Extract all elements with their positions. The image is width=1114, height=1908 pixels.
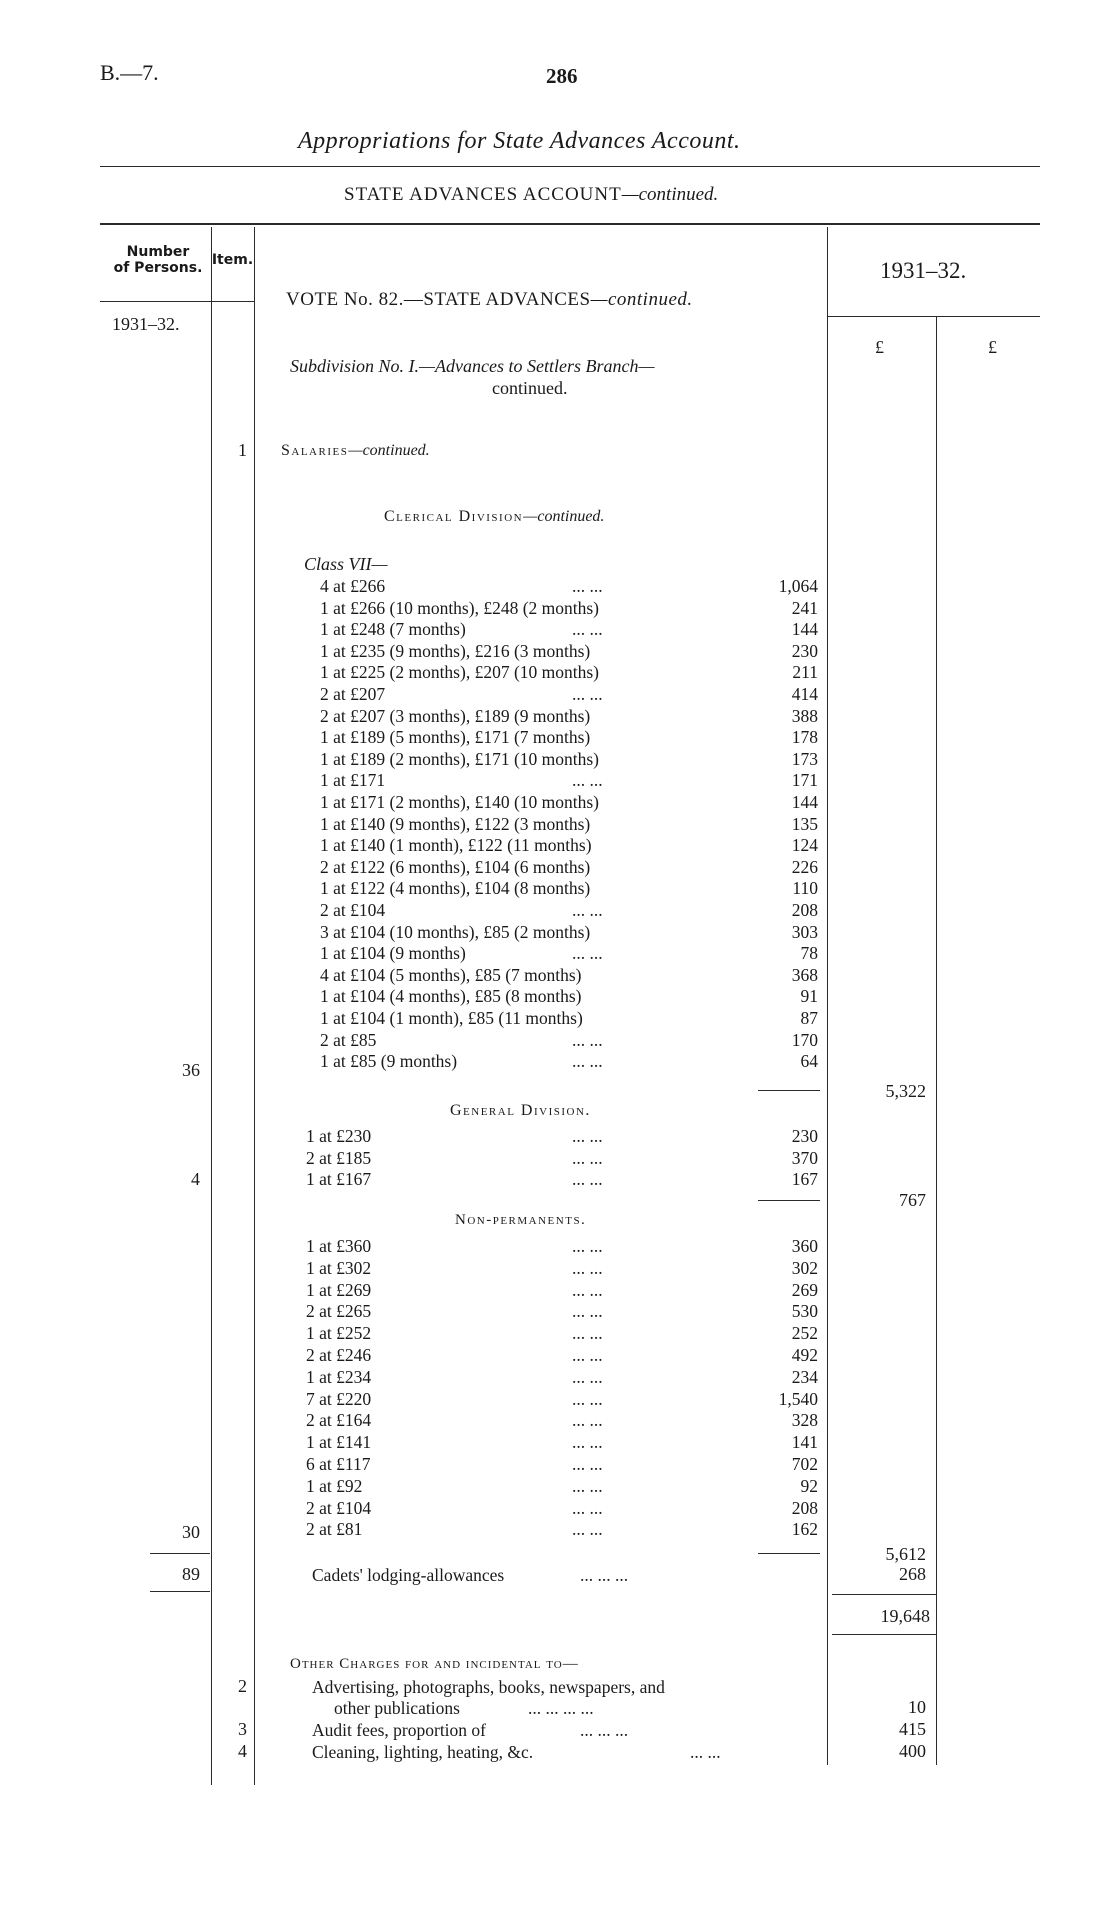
line-item-text: 2 at £207 (3 months), £189 (9 months): [320, 705, 591, 726]
general-heading: General Division.: [450, 1102, 591, 1119]
line-item-leader-dots: ... ...: [572, 1388, 603, 1409]
nonperm-persons: 30: [182, 1522, 200, 1542]
subdivision-heading: Subdivision No. I.—Advances to Settlers Branch—: [290, 356, 655, 376]
line-item-leader-dots: ... ...: [572, 770, 603, 791]
line-item-amount: 414: [791, 684, 818, 704]
clerical-subtotal-rule: [758, 1090, 820, 1091]
general-total: 767: [899, 1190, 926, 1210]
line-item-leader-dots: ... ...: [572, 619, 603, 640]
item-col-divider: [254, 227, 255, 1785]
header-year-left: 1931–32.: [112, 314, 180, 334]
line-item-text: 2 at £207: [320, 684, 386, 704]
line-item-leader-dots: ... ...: [572, 684, 603, 704]
other-charges-heading: Other Charges for and incidental to—: [290, 1656, 579, 1672]
cadets-amount: 268: [899, 1564, 926, 1584]
other-charge-advertising-line1: Advertising, photographs, books, newspapers, and: [312, 1677, 665, 1697]
nonperm-total: 5,612: [885, 1544, 926, 1564]
line-item-amount: 171: [791, 770, 818, 791]
vote-title-text: VOTE No. 82.—STATE ADVANCES: [286, 289, 591, 310]
line-item-amount: 144: [791, 792, 818, 812]
title-rule: [100, 166, 1040, 167]
vote-title: [286, 289, 693, 311]
line-item-amount: 124: [791, 835, 818, 856]
clerical-continued: —continued.: [523, 508, 605, 525]
line-item-leader-dots: ... ...: [572, 1345, 603, 1365]
page-reference: B.—7.: [100, 60, 159, 85]
line-item-leader-dots: ... ...: [572, 1257, 603, 1278]
running-head: [344, 184, 718, 206]
nonperm-subtotal-rule: [758, 1553, 820, 1554]
line-item-leader-dots: ... ...: [572, 1323, 603, 1344]
line-item-text: 6 at £117: [306, 1454, 371, 1474]
line-item-amount: 530: [791, 1301, 818, 1322]
line-item-amount: 78: [800, 943, 818, 964]
line-item-text: 2 at £122 (6 months), £104 (6 months): [320, 856, 591, 877]
line-item-amount: 141: [791, 1432, 818, 1453]
salaries-total-rule-top: [832, 1594, 936, 1595]
line-item-text: 1 at £360: [306, 1236, 372, 1256]
line-item-amount: 252: [791, 1323, 818, 1344]
line-item-text: 1 at £189 (5 months), £171 (7 months): [320, 727, 591, 748]
salaries-label: Salaries: [281, 442, 349, 459]
vote-title-continued: —continued.: [590, 289, 693, 310]
line-item-amount: 302: [791, 1257, 818, 1278]
line-item-amount: 1,540: [778, 1388, 818, 1409]
other-charge-advertising-line2: other publications: [334, 1698, 460, 1718]
line-item-amount: 230: [791, 1126, 818, 1146]
line-item-amount: 241: [791, 597, 818, 618]
pound-col-divider: [936, 317, 937, 1765]
line-item-amount: 208: [791, 1497, 818, 1518]
line-item-amount: 92: [800, 1475, 818, 1496]
salaries-total: 19,648: [880, 1606, 930, 1626]
line-item-amount: 1,064: [778, 576, 818, 596]
header-rule-persons: [100, 301, 254, 302]
line-item-amount: 388: [791, 705, 818, 726]
line-item-text: 1 at £104 (9 months): [320, 943, 466, 964]
line-item-leader-dots: ... ...: [572, 1126, 603, 1146]
clerical-heading: [384, 508, 604, 526]
line-item-leader-dots: ... ...: [572, 1366, 603, 1387]
line-item-text: 2 at £164: [306, 1410, 372, 1431]
line-item-text: 1 at £234: [306, 1366, 372, 1387]
line-item-text: 1 at £104 (4 months), £85 (8 months): [320, 986, 582, 1007]
line-item-amount: 208: [791, 900, 818, 920]
header-item: Item.: [211, 252, 254, 268]
salaries-item-number: 1: [238, 440, 247, 460]
line-item-text: 2 at £246: [306, 1345, 372, 1365]
line-item-text: 1 at £140 (9 months), £122 (3 months): [320, 813, 591, 834]
general-persons: 4: [191, 1169, 200, 1189]
other-charge-audit-dots: ... ... ...: [580, 1720, 629, 1740]
line-item-amount: 135: [791, 813, 818, 834]
line-item-amount: 492: [791, 1345, 818, 1365]
line-item-leader-dots: ... ...: [572, 1169, 603, 1190]
line-item-text: 2 at £185: [306, 1147, 372, 1168]
other-charge-cleaning-dots: ... ...: [690, 1742, 721, 1762]
line-item-text: 1 at £140 (1 month), £122 (11 months): [320, 835, 592, 856]
line-item-amount: 144: [791, 619, 818, 640]
clerical-persons: 36: [182, 1060, 200, 1080]
other-charge-audit-label: Audit fees, proportion of: [312, 1720, 486, 1740]
subdivision-continued: continued.: [492, 378, 568, 398]
line-item-leader-dots: ... ...: [572, 1236, 603, 1256]
header-pound-b: £: [988, 337, 997, 357]
cadets-label: Cadets' lodging-allowances: [312, 1565, 505, 1585]
line-item-text: 1 at £171: [320, 770, 386, 791]
line-item-leader-dots: ... ...: [572, 1475, 603, 1496]
line-item-amount: 87: [800, 1008, 818, 1028]
line-item-text: 1 at £171 (2 months), £140 (10 months): [320, 792, 600, 812]
line-item-text: 1 at £141: [306, 1432, 372, 1453]
line-item-leader-dots: ... ...: [572, 943, 603, 964]
salaries-heading: [281, 442, 430, 460]
running-head-continued: —continued.: [621, 184, 719, 205]
line-item-leader-dots: ... ...: [572, 1029, 603, 1050]
line-item-text: 2 at £81: [306, 1519, 363, 1540]
line-item-leader-dots: ... ...: [572, 900, 603, 920]
line-item-leader-dots: ... ...: [572, 1301, 603, 1322]
line-item-text: 1 at £167: [306, 1169, 372, 1190]
line-item-text: 2 at £104: [320, 900, 386, 920]
line-item-amount: 91: [800, 986, 818, 1007]
line-item-leader-dots: ... ...: [572, 1497, 603, 1518]
line-item-amount: 167: [791, 1169, 818, 1190]
general-subtotal-rule: [758, 1200, 820, 1201]
other-charge-cleaning-label: Cleaning, lighting, heating, &c.: [312, 1742, 534, 1762]
amount-col-divider: [827, 227, 828, 1765]
line-item-leader-dots: ... ...: [572, 1410, 603, 1431]
line-item-text: 1 at £248 (7 months): [320, 619, 466, 640]
header-persons-line2: of Persons.: [113, 260, 203, 276]
page-title: Appropriations for State Advances Account.: [298, 128, 741, 154]
persons-total-rule-top: [150, 1553, 210, 1554]
line-item-text: 2 at £104: [306, 1497, 372, 1518]
line-item-amount: 211: [792, 662, 818, 683]
other-charge-advertising-dots: ... ... ... ...: [528, 1698, 594, 1718]
line-item-text: 2 at £85: [320, 1029, 377, 1050]
line-item-leader-dots: ... ...: [572, 1519, 603, 1540]
line-item-text: 1 at £230: [306, 1126, 372, 1146]
line-item-leader-dots: ... ...: [572, 1147, 603, 1168]
line-item-text: 1 at £104 (1 month), £85 (11 months): [320, 1008, 583, 1028]
other-charge-cleaning-amount: 400: [899, 1741, 926, 1761]
cadets-dots: ... ... ...: [580, 1565, 629, 1585]
nonperm-heading: Non-permanents.: [455, 1212, 587, 1228]
total-persons: 89: [182, 1564, 200, 1584]
header-persons: [108, 244, 208, 276]
line-item-amount: 360: [791, 1236, 818, 1256]
clerical-label: Clerical Division: [384, 508, 524, 525]
line-item-text: 1 at £92: [306, 1475, 363, 1496]
line-item-amount: 226: [791, 856, 818, 877]
line-item-amount: 64: [800, 1051, 818, 1072]
line-item-amount: 234: [791, 1366, 818, 1387]
persons-total-rule-bottom: [150, 1591, 210, 1592]
line-item-amount: 162: [791, 1519, 818, 1540]
line-item-text: 1 at £269: [306, 1279, 372, 1300]
line-item-amount: 368: [791, 964, 818, 985]
other-charge-audit-amount: 415: [899, 1719, 926, 1739]
line-item-text: 4 at £266: [320, 576, 386, 596]
line-item-amount: 269: [791, 1279, 818, 1300]
line-item-text: 4 at £104 (5 months), £85 (7 months): [320, 964, 582, 985]
line-item-text: 1 at £189 (2 months), £171 (10 months): [320, 748, 600, 769]
line-item-leader-dots: ... ...: [572, 1279, 603, 1300]
line-item-amount: 370: [791, 1147, 818, 1168]
line-item-text: 1 at £235 (9 months), £216 (3 months): [320, 640, 591, 661]
line-item-text: 1 at £252: [306, 1323, 372, 1344]
header-year-right: 1931–32.: [880, 258, 967, 283]
line-item-text: 2 at £265: [306, 1301, 372, 1322]
line-item-text: 3 at £104 (10 months), £85 (2 months): [320, 921, 591, 942]
header-rule-year: [827, 316, 1040, 317]
other-charge-item-4: 4: [238, 1741, 247, 1761]
line-item-text: 1 at £85 (9 months): [320, 1051, 458, 1072]
salaries-continued: —continued.: [348, 442, 430, 459]
line-item-leader-dots: ... ...: [572, 576, 603, 596]
line-item-amount: 328: [791, 1410, 818, 1431]
clerical-total: 5,322: [885, 1081, 926, 1101]
salaries-total-rule-bottom: [832, 1634, 936, 1635]
line-item-text: 1 at £122 (4 months), £104 (8 months): [320, 878, 591, 899]
line-item-text: 7 at £220: [306, 1388, 372, 1409]
line-item-amount: 178: [791, 727, 818, 748]
page-number: 286: [546, 64, 578, 88]
line-item-leader-dots: ... ...: [572, 1432, 603, 1453]
other-charge-advertising-amount: 10: [908, 1697, 926, 1717]
running-head-text: STATE ADVANCES ACCOUNT: [344, 184, 622, 205]
line-item-text: 1 at £302: [306, 1257, 372, 1278]
header-pound-a: £: [875, 337, 884, 357]
other-charge-item-2: 2: [238, 1676, 247, 1696]
line-item-amount: 303: [791, 921, 818, 942]
line-item-text: 1 at £225 (2 months), £207 (10 months): [320, 662, 600, 683]
line-item-amount: 170: [791, 1029, 818, 1050]
line-item-text: 1 at £266 (10 months), £248 (2 months): [320, 597, 600, 618]
class-label: Class VII—: [304, 554, 388, 574]
other-charge-item-3: 3: [238, 1719, 247, 1739]
line-item-amount: 110: [792, 878, 818, 899]
line-item-amount: 230: [791, 640, 818, 661]
header-persons-line1: Number: [126, 244, 190, 260]
line-item-amount: 173: [791, 748, 818, 769]
line-item-leader-dots: ... ...: [572, 1051, 603, 1072]
table-top-rule: [100, 223, 1040, 225]
line-item-leader-dots: ... ...: [572, 1454, 603, 1474]
line-item-amount: 702: [791, 1454, 818, 1474]
